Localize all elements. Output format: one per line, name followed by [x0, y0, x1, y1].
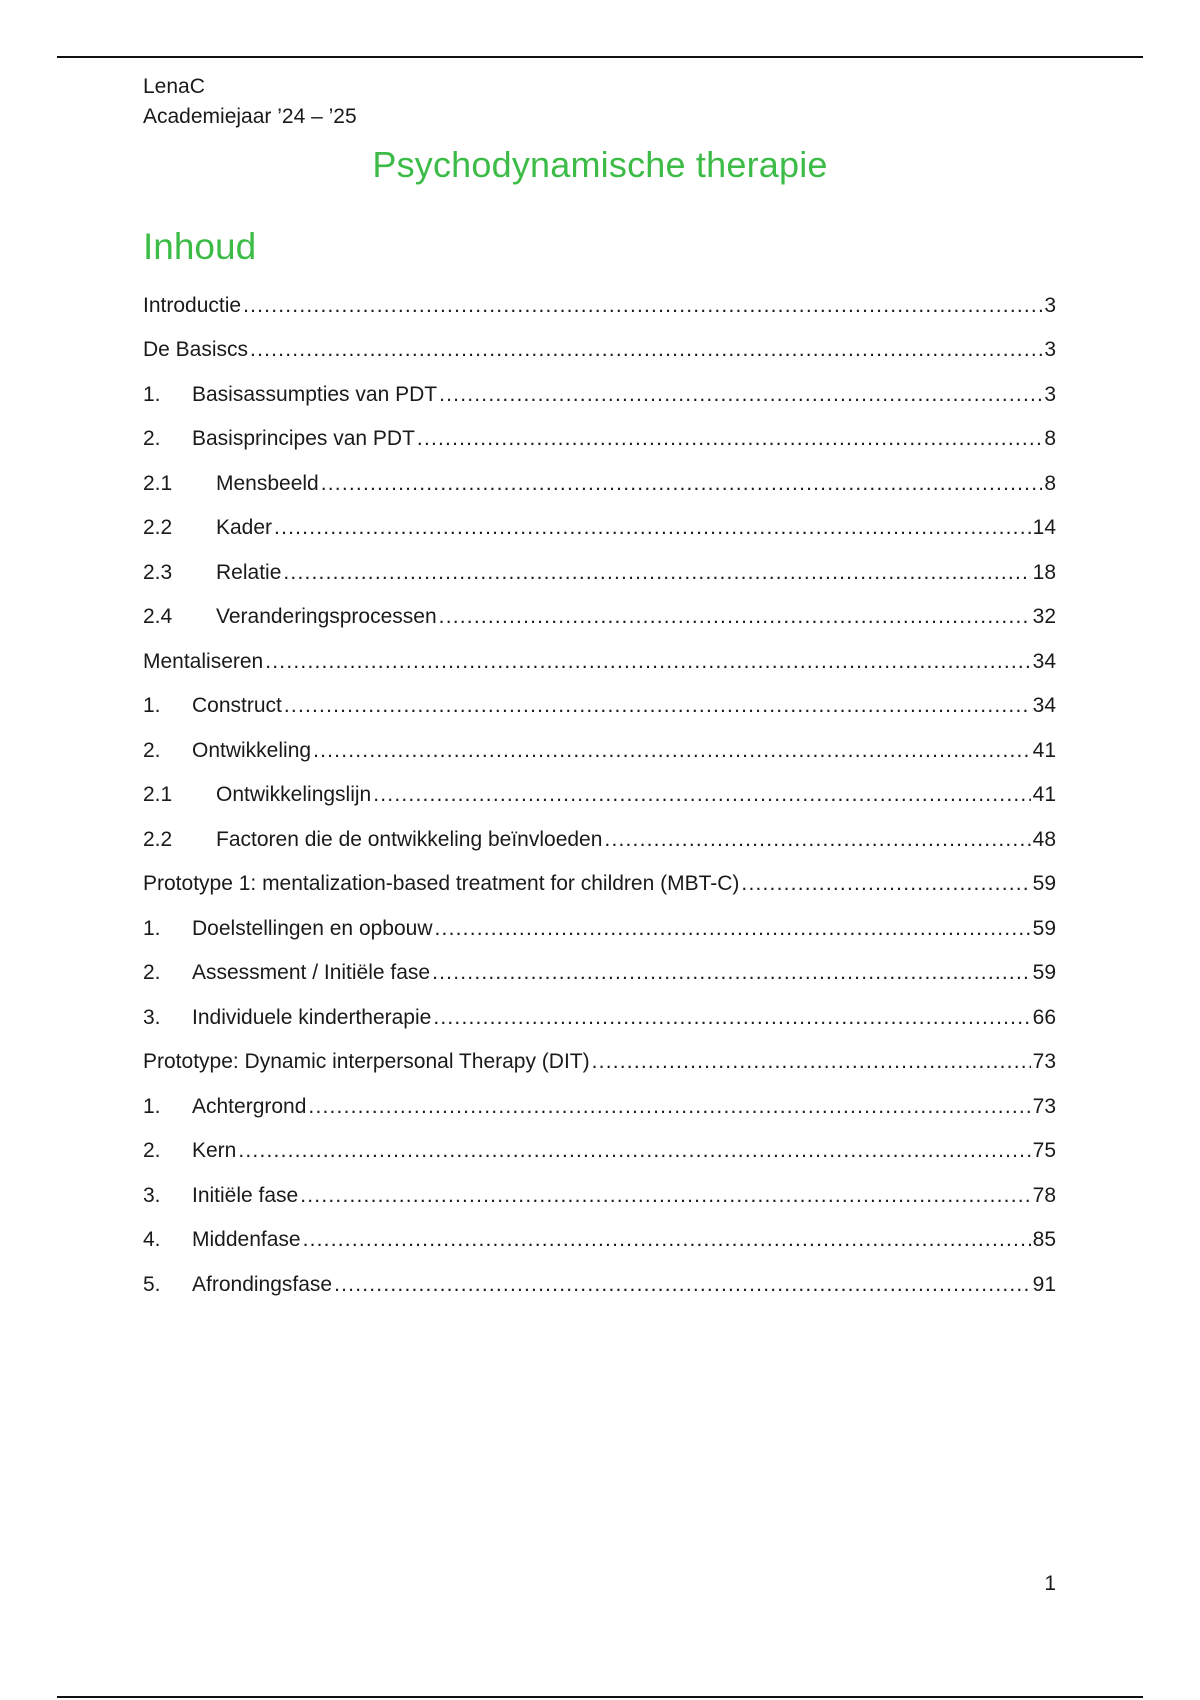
toc-dot-leader	[433, 1005, 1030, 1031]
toc-dot-leader	[435, 916, 1031, 942]
bottom-rule	[57, 1696, 1143, 1698]
toc-entry[interactable]	[143, 1253, 1056, 1298]
toc-entry[interactable]	[143, 408, 1056, 453]
toc-entry[interactable]	[143, 630, 1056, 675]
toc-entry-label: De Basiscs	[143, 338, 249, 361]
toc-entry-number: 1.	[143, 382, 161, 406]
toc-dot-leader	[265, 649, 1030, 675]
toc-entry-number: 2.1	[143, 783, 173, 806]
toc-entry[interactable]	[143, 497, 1056, 542]
toc-entry-page: 59	[1032, 961, 1056, 984]
toc-entry[interactable]	[143, 363, 1056, 408]
author-name: LenaC	[143, 75, 205, 98]
toc-entry-page: 85	[1032, 1228, 1056, 1251]
toc-entry-page: 78	[1032, 1183, 1056, 1207]
toc-entry-label: Assessment / Initiële fase	[192, 961, 431, 984]
toc-entry-number: 3.	[143, 1183, 161, 1207]
toc-entry[interactable]	[143, 1164, 1056, 1209]
toc-entry-label: Mensbeeld	[216, 471, 319, 495]
toc-entry-number: 2.4	[143, 605, 173, 628]
toc-entry-page: 32	[1032, 605, 1056, 628]
toc-entry-page: 41	[1032, 783, 1056, 806]
toc-entry-page: 3	[1044, 338, 1056, 361]
toc-dot-leader	[284, 693, 1031, 719]
toc-dot-leader	[308, 1094, 1030, 1120]
toc-entry-page: 3	[1044, 382, 1056, 406]
toc-entry-number: 2.	[143, 961, 161, 984]
toc-dot-leader	[313, 738, 1031, 764]
page-number: 1	[1044, 1572, 1056, 1595]
toc-entry-page: 59	[1032, 872, 1056, 895]
toc-entry-number: 2.	[143, 738, 161, 762]
toc-dot-leader	[373, 782, 1030, 808]
toc-entry-label: Prototype 1: mentalization-based treatment for children (MBT-C)	[143, 872, 740, 895]
toc-entry[interactable]	[143, 853, 1056, 898]
toc-dot-leader	[274, 515, 1031, 541]
toc-dot-leader	[243, 293, 1042, 319]
toc-entry[interactable]	[143, 1031, 1056, 1076]
toc-entry-page: 34	[1032, 649, 1056, 673]
toc-entry-label: Middenfase	[192, 1228, 301, 1251]
top-rule	[57, 56, 1143, 58]
toc-entry[interactable]	[143, 452, 1056, 497]
toc-dot-leader	[417, 426, 1042, 452]
toc-entry[interactable]	[143, 942, 1056, 987]
toc-entry-number: 1.	[143, 916, 161, 940]
toc-entry-label: Individuele kindertherapie	[192, 1005, 432, 1029]
toc-dot-leader	[250, 337, 1042, 363]
toc-entry-page: 75	[1032, 1139, 1056, 1162]
toc-entry-page: 14	[1032, 516, 1056, 539]
toc-dot-leader	[604, 827, 1030, 853]
toc-entry-page: 91	[1032, 1272, 1056, 1296]
toc-entry-number: 1.	[143, 694, 161, 717]
toc-dot-leader	[283, 560, 1030, 586]
toc-entry[interactable]	[143, 1120, 1056, 1165]
toc-entry-label: Factoren die de ontwikkeling beïnvloeden	[216, 827, 603, 851]
toc-entry[interactable]	[143, 541, 1056, 586]
toc-entry[interactable]	[143, 586, 1056, 631]
toc-entry[interactable]	[143, 1209, 1056, 1254]
document-header	[143, 72, 357, 132]
toc-dot-leader	[741, 871, 1030, 897]
toc-entry-page: 48	[1032, 827, 1056, 851]
toc-entry-number: 2.2	[143, 516, 173, 539]
toc-entry-label: Introductie	[143, 293, 242, 317]
toc-entry-label: Ontwikkelingslijn	[216, 783, 372, 806]
academic-year: Academiejaar ’24 – ’25	[143, 105, 357, 128]
toc-entry[interactable]	[143, 719, 1056, 764]
toc-entry[interactable]	[143, 1075, 1056, 1120]
toc-dot-leader	[303, 1227, 1031, 1253]
toc-entry[interactable]	[143, 319, 1056, 364]
toc-entry-label: Relatie	[216, 560, 282, 584]
toc-entry-page: 3	[1044, 293, 1056, 317]
toc-dot-leader	[238, 1138, 1030, 1164]
document-title: Psychodynamische therapie	[372, 144, 828, 185]
toc-entry-label: Prototype: Dynamic interpersonal Therapy (DIT)	[143, 1050, 590, 1073]
toc-dot-leader	[592, 1049, 1031, 1075]
toc-entry-page: 73	[1032, 1094, 1056, 1118]
table-of-contents	[143, 274, 1056, 1298]
toc-dot-leader	[321, 471, 1043, 497]
toc-dot-leader	[439, 382, 1042, 408]
toc-heading: Inhoud	[143, 226, 257, 267]
toc-entry-label: Kader	[216, 516, 273, 539]
toc-entry[interactable]	[143, 274, 1056, 319]
toc-entry[interactable]	[143, 986, 1056, 1031]
toc-entry-number: 2.	[143, 1139, 161, 1162]
toc-dot-leader	[439, 604, 1031, 630]
toc-entry-label: Afrondingsfase	[192, 1272, 333, 1296]
toc-entry[interactable]	[143, 808, 1056, 853]
toc-entry-number: 2.3	[143, 560, 173, 584]
toc-entry-number: 4.	[143, 1228, 161, 1251]
toc-entry-label: Construct	[192, 694, 282, 717]
toc-entry-number: 5.	[143, 1272, 161, 1296]
toc-dot-leader	[334, 1272, 1031, 1298]
toc-dot-leader	[432, 960, 1031, 986]
toc-entry-number: 2.1	[143, 471, 173, 495]
toc-entry-page: 18	[1032, 560, 1056, 584]
toc-entry-label: Mentaliseren	[143, 649, 264, 673]
toc-entry-number: 1.	[143, 1094, 161, 1118]
toc-entry-page: 66	[1032, 1005, 1056, 1029]
toc-entry-page: 73	[1032, 1050, 1056, 1073]
toc-entry-page: 8	[1044, 471, 1056, 495]
toc-entry[interactable]	[143, 897, 1056, 942]
toc-entry-number: 3.	[143, 1005, 161, 1029]
toc-entry-label: Ontwikkeling	[192, 738, 312, 762]
toc-entry-label: Veranderingsprocessen	[216, 605, 437, 628]
toc-entry-page: 34	[1032, 694, 1056, 717]
toc-entry-label: Achtergrond	[192, 1094, 307, 1118]
toc-entry-label: Kern	[192, 1139, 237, 1162]
toc-entry[interactable]	[143, 675, 1056, 720]
toc-entry-label: Basisprincipes van PDT	[192, 427, 415, 450]
toc-entry-page: 41	[1032, 738, 1056, 762]
toc-entry-page: 59	[1032, 916, 1056, 940]
toc-entry[interactable]	[143, 764, 1056, 809]
toc-dot-leader	[300, 1183, 1030, 1209]
toc-entry-number: 2.	[143, 427, 161, 450]
toc-entry-label: Doelstellingen en opbouw	[192, 916, 433, 940]
toc-entry-label: Initiële fase	[192, 1183, 299, 1207]
toc-entry-page: 8	[1044, 427, 1056, 450]
toc-entry-number: 2.2	[143, 827, 173, 851]
toc-entry-label: Basisassumpties van PDT	[192, 382, 438, 406]
